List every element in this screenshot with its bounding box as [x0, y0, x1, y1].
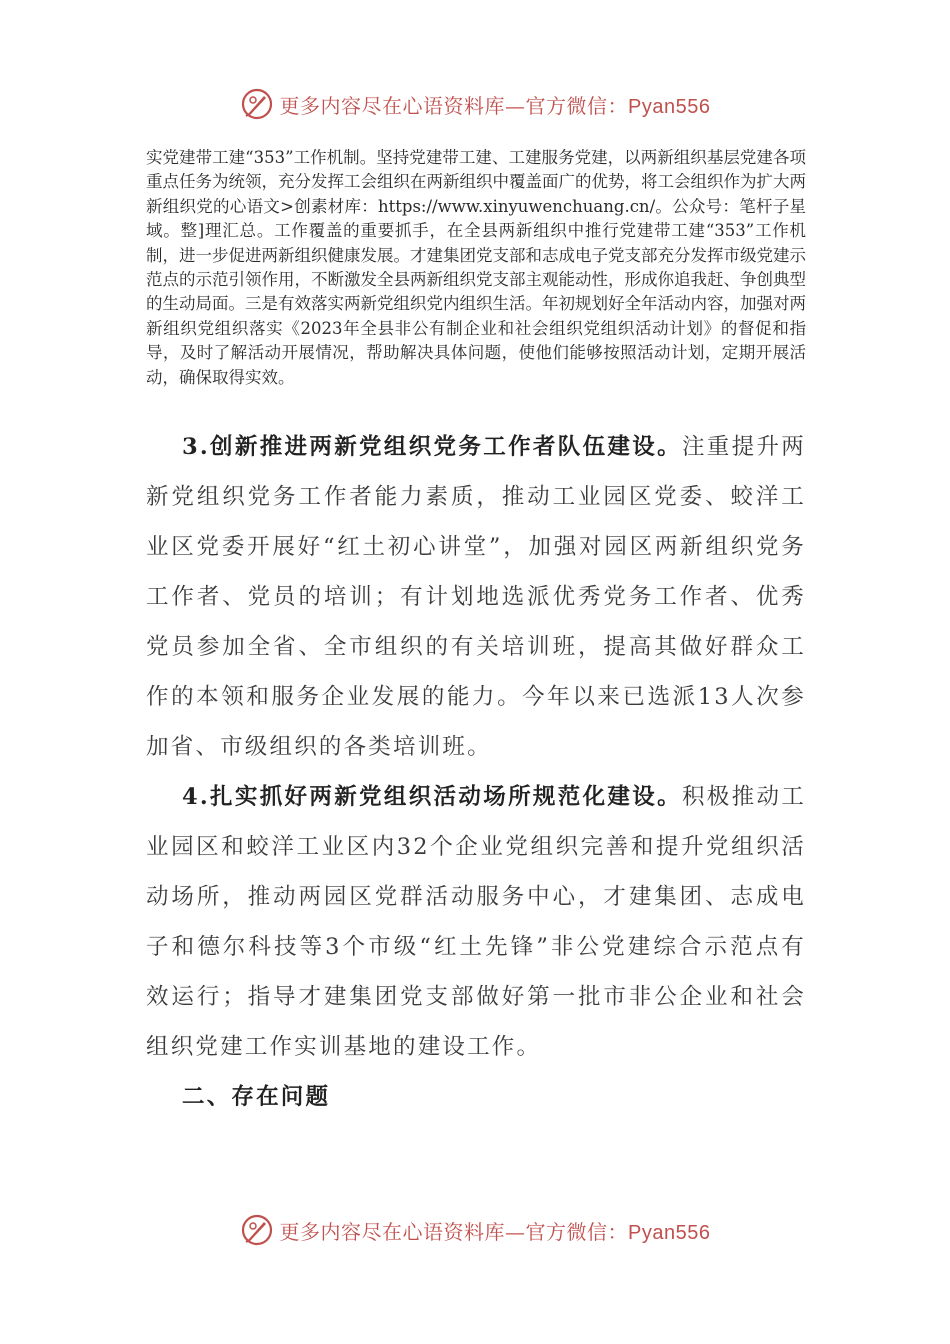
paragraph-3-text: 注重提升两新党组织党务工作者能力素质，推动工业园区党委、蛟洋工业区党委开展好“红土初心讲堂”，加强对园区两新组织党务工作者、党员的培训；有计划地选派优秀党务工作者、优秀党员参加全省、全市组织的有关培训班，提高其做好群众工作的本领和服务企业发展的能力。今年以来已选派13人次参加省、市级组织的各类培训班。 — [146, 434, 806, 760]
header-wechat-id: Pyan556 — [628, 95, 711, 118]
quill-logo-icon — [240, 87, 274, 121]
paragraph-4-text: 积极推动工业园区和蛟洋工业区内32个企业党组织完善和提升党组织活动场所，推动两园区党群活动服务中心，才建集团、志成电子和德尔科技等3个市级“红土先锋”非公党建综合示范点有效运行；指导才建集团党支部做好第一批市非公企业和社会组织党建工作实训基地的建设工作。 — [146, 784, 806, 1060]
paragraph-4 — [146, 772, 806, 1072]
paragraph-3-lead: 3.创新推进两新党组织党务工作者队伍建设。 — [182, 434, 682, 460]
header-banner — [0, 80, 950, 128]
paragraph-3 — [146, 422, 806, 772]
body-block — [146, 422, 806, 1072]
footer-banner — [0, 1206, 950, 1254]
section-heading: 二、存在问题 — [182, 1084, 331, 1110]
continuation-paragraph: 实党建带工建“353”工作机制。坚持党建带工建、工建服务党建，以两新组织基层党建各项重点任务为统领，充分发挥工会组织在两新组织中覆盖面广的优势，将工会组织作为扩大两新组织党的心语文>创素材库：https://www.xinyuwenchuang.cn/。公众号：笔杆子星域。整]理汇总。工作覆盖的重要抓手，在全县两新组织中推行党建带工建“353”工作机制，进一步促进两新组织健康发展。才建集团党支部和志成电子党支部充分发挥市级党建示范点的示范引领作用，不断激发全县两新组织党支部主观能动性，形成你追我赶、争创典型的生动局面。三是有效落实两新党组织党内组织生活。年初规划好全年活动内容，加强对两新组织党组织落实《2023年全县非公有制企业和社会组织党组织活动计划》的督促和指导，及时了解活动开展情况，帮助解决具体问题，使他们能够按照活动计划，定期开展活动，确保取得实效。 — [146, 148, 806, 387]
footer-banner-text — [280, 1216, 711, 1245]
footer-banner-label: 更多内容尽在心语资料库—官方微信： — [279, 1219, 629, 1244]
header-banner-text — [280, 90, 711, 119]
quill-logo-icon — [240, 1213, 274, 1247]
header-banner-inner — [240, 87, 711, 121]
footer-wechat-id: Pyan556 — [628, 1221, 711, 1244]
paragraph-4-lead: 4.扎实抓好两新党组织活动场所规范化建设。 — [182, 784, 682, 810]
footer-banner-inner — [240, 1213, 711, 1247]
header-banner-label: 更多内容尽在心语资料库—官方微信： — [279, 93, 629, 118]
